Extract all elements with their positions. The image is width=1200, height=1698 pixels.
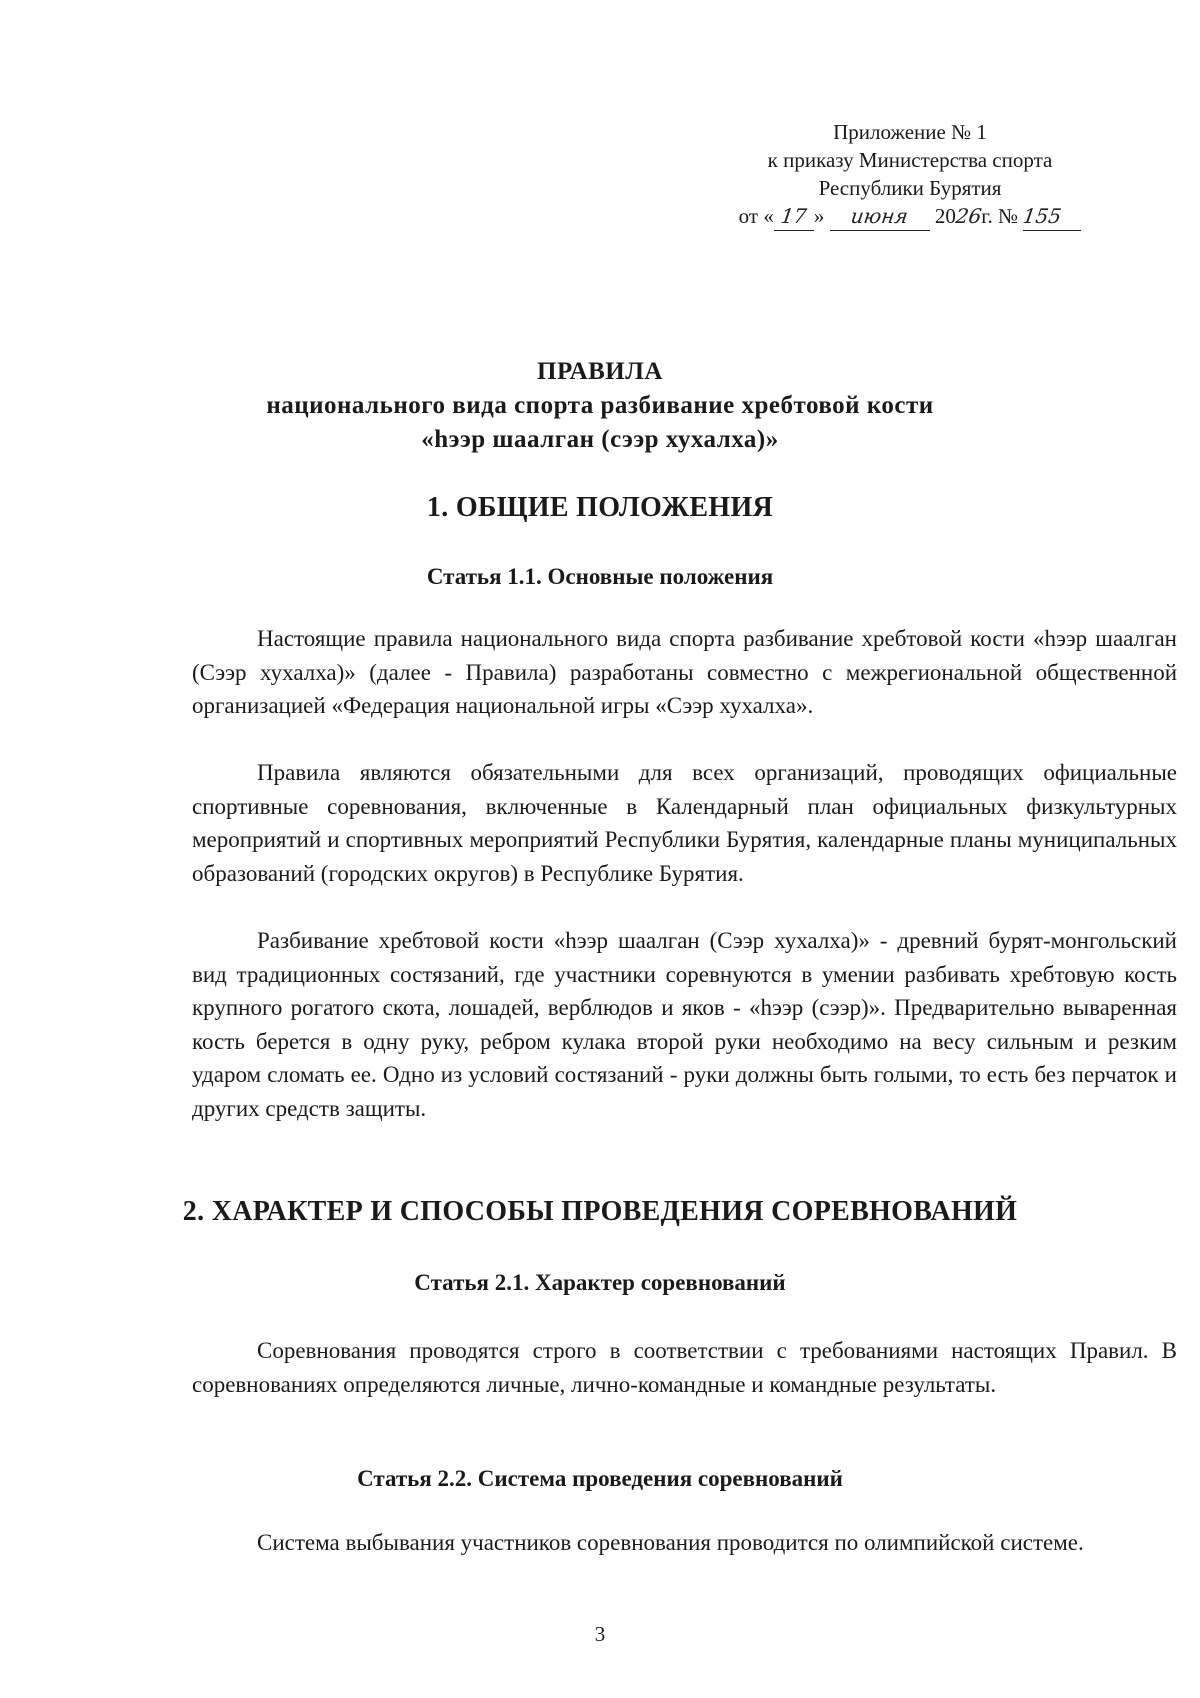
paragraph-2-1: Соревнования проводятся строго в соответствии с требованиями настоящих Правил. В соревнованиях определяются личные, лично-командные и командные результаты. bbox=[192, 1338, 1177, 1397]
date-quote-close: » bbox=[813, 204, 825, 228]
appendix-line-1: Приложение № 1 bbox=[833, 120, 987, 144]
section-1-heading: 1. ОБЩИЕ ПОЛОЖЕНИЯ bbox=[426, 492, 774, 523]
paragraph-1-1-a: Настоящие правила национального вида спорта разбивание хребтовой кости «hээр шаалган (Сээр хухалха)» (далее - Правила) разработаны совместно с межрегиональной общественной организацией «Федерация национальной игры «Сээр хухалха». bbox=[192, 626, 1177, 718]
date-prefix: от « bbox=[738, 204, 774, 228]
article-2-2-heading: Статья 2.2. Система проведения соревнований bbox=[357, 1466, 843, 1491]
date-day-blank bbox=[774, 202, 814, 231]
handwritten-day: 17 bbox=[779, 204, 809, 228]
document-subtitle-2: «hээр шаалган (сээр хухалха)» bbox=[421, 426, 779, 453]
handwritten-number: 155 bbox=[1021, 204, 1064, 228]
article-2-1-heading: Статья 2.1. Характер соревнований bbox=[414, 1270, 786, 1295]
page-number: 3 bbox=[594, 1622, 606, 1646]
number-label: г. № bbox=[981, 204, 1019, 228]
date-month-blank bbox=[830, 202, 930, 231]
section-2-heading: 2. ХАРАКТЕР И СПОСОБЫ ПРОВЕДЕНИЯ СОРЕВНОВАНИЙ bbox=[182, 1196, 1018, 1227]
document-title: ПРАВИЛА bbox=[537, 358, 663, 385]
paragraph-2-2: Система выбывания участников соревнования проводится по олимпийской системе. bbox=[257, 1530, 1084, 1555]
paragraph-1-1-c: Разбивание хребтовой кости «hээр шаалган (Сээр хухалха)» - древний бурят-монгольский вид традиционных состязаний, где участники соревнуются в умении разбивать хребтовую кость крупного рогатого скота, лошадей, верблюдов и яков - «hээр (сээр)». Предварительно вываренная кость берется в одну руку, ребром кулака второй руки необходимо на весу сильным и резким ударом сломать ее. Одно из условий состязаний - руки должны быть голыми, то есть без перчаток и других средств защиты. bbox=[192, 928, 1177, 1121]
handwritten-year: 26 bbox=[954, 204, 983, 228]
document-subtitle-1: национального вида спорта разбивание хребтовой кости bbox=[266, 392, 934, 419]
appendix-date-line bbox=[700, 202, 1120, 231]
article-1-1-heading: Статья 1.1. Основные положения bbox=[426, 564, 774, 589]
number-blank bbox=[1023, 202, 1081, 231]
handwritten-month: июня bbox=[849, 204, 910, 228]
appendix-line-2: к приказу Министерства спорта bbox=[767, 148, 1053, 172]
appendix-line-3: Республики Бурятия bbox=[818, 176, 1002, 200]
paragraph-1-1-b: Правила являются обязательными для всех организаций, проводящих официальные спортивные соревнования, включенные в Календарный план официальных физкультурных мероприятий и спортивных мероприятий Республики Бурятия, календарные планы муниципальных образований (городских округов) в Республике Бурятия. bbox=[192, 760, 1177, 886]
year-prefix: 20 bbox=[934, 204, 956, 228]
appendix-block bbox=[700, 118, 1120, 231]
